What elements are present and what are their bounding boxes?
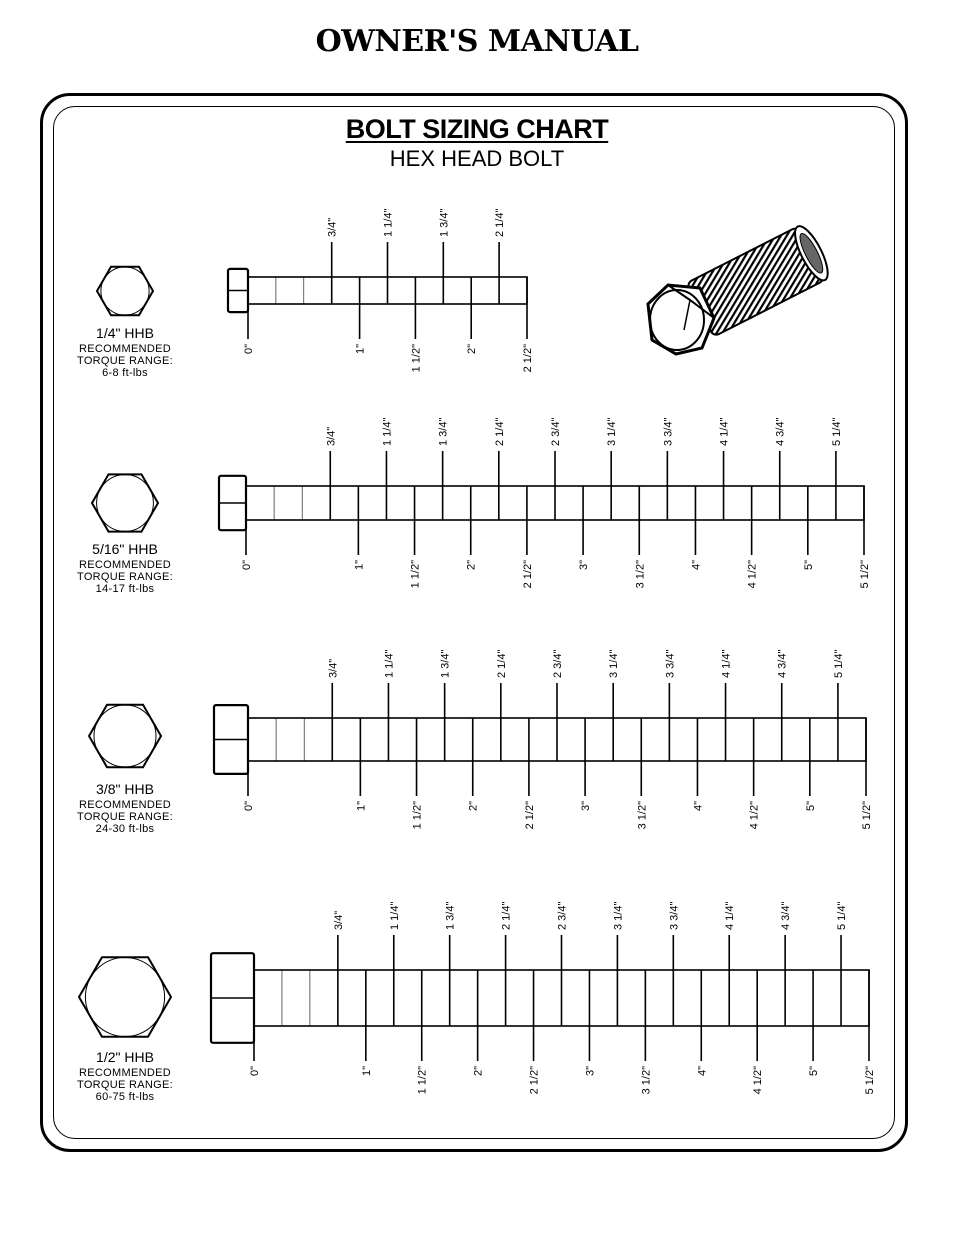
bolt-size-label: 1/4" HHB — [96, 325, 154, 341]
top-mark-label: 4 3/4" — [774, 417, 787, 446]
hex-head-chamfer-circle — [85, 957, 164, 1036]
bolt-size-label: 1/2" HHB — [96, 1049, 154, 1065]
bottom-mark-label: 5 1/2" — [859, 560, 871, 589]
bottom-mark-label: 1" — [353, 560, 366, 571]
bottom-mark-label: 4" — [696, 1066, 709, 1077]
bottom-mark-label: 5" — [804, 801, 817, 812]
hex-head-end-view — [97, 267, 153, 315]
chart-subtitle: HEX HEAD BOLT — [389, 146, 565, 171]
top-mark-label: 2 1/4" — [493, 417, 506, 446]
bottom-mark-label: 4 1/2" — [752, 1066, 765, 1095]
bottom-mark-label: 3" — [580, 801, 593, 812]
top-mark-label: 4 1/4" — [720, 649, 733, 678]
top-mark-label: 1 1/4" — [388, 901, 401, 930]
top-mark-label: 4 3/4" — [776, 649, 789, 678]
bottom-mark-label: 3" — [578, 560, 591, 571]
top-mark-label: 1 3/4" — [444, 901, 457, 930]
torque-label-range: TORQUE RANGE: — [77, 571, 173, 583]
hex-head-end-view — [79, 957, 171, 1037]
torque-label-recommended: RECOMMENDED — [79, 799, 171, 811]
hex-head-chamfer-circle — [97, 475, 154, 532]
bottom-mark-label: 1 1/2" — [416, 1066, 429, 1095]
top-mark-label: 3 3/4" — [662, 417, 675, 446]
bottom-mark-label: 2 1/2" — [523, 801, 536, 830]
top-mark-label: 4 1/4" — [724, 901, 737, 930]
hex-head-chamfer-circle — [101, 267, 149, 315]
bottom-mark-label: 0" — [249, 1066, 261, 1077]
bottom-mark-label: 1" — [355, 801, 368, 812]
top-mark-label: 2 3/4" — [556, 901, 569, 930]
top-mark-label: 5 1/4" — [832, 649, 845, 678]
top-mark-label: 2 1/4" — [494, 208, 507, 237]
torque-value: 24-30 ft-lbs — [95, 823, 155, 835]
top-mark-label: 5 1/4" — [836, 901, 849, 930]
top-mark-label: 1 1/4" — [383, 649, 396, 678]
chart-title: BOLT SIZING CHART — [345, 114, 609, 144]
bottom-mark-label: 1" — [360, 1066, 373, 1077]
top-mark-label: 3/4" — [332, 910, 345, 930]
top-mark-label: 3 1/4" — [612, 901, 625, 930]
bottom-mark-label: 0" — [243, 344, 255, 355]
bolt-size-label: 3/8" HHB — [96, 781, 154, 797]
bottom-mark-label: 3 1/2" — [634, 560, 647, 589]
torque-value: 14-17 ft-lbs — [95, 583, 155, 595]
bottom-mark-label: 3 1/2" — [636, 801, 649, 830]
bottom-mark-label: 2" — [465, 560, 478, 571]
top-mark-label: 2 3/4" — [550, 417, 562, 446]
bottom-mark-label: 4 1/2" — [746, 560, 759, 589]
top-mark-label: 3/4" — [325, 426, 338, 446]
top-mark-label: 1 3/4" — [439, 649, 452, 678]
torque-value: 6-8 ft-lbs — [102, 367, 148, 379]
torque-label-recommended: RECOMMENDED — [79, 343, 171, 355]
bottom-mark-label: 1 1/2" — [411, 801, 424, 830]
page-title: OWNER'S MANUAL — [315, 24, 639, 59]
top-mark-label: 1 1/4" — [381, 417, 394, 446]
hex-head-chamfer-circle — [94, 705, 156, 767]
bottom-mark-label: 5 1/2" — [861, 801, 873, 830]
torque-label-range: TORQUE RANGE: — [77, 811, 173, 823]
bottom-mark-label: 3" — [584, 1066, 597, 1077]
bolt-row-3 — [79, 902, 876, 1095]
bottom-mark-label: 2 1/2" — [522, 344, 534, 373]
top-mark-label: 4 1/4" — [718, 417, 731, 446]
top-mark-label: 2 3/4" — [552, 649, 564, 678]
top-mark-label: 3/4" — [327, 658, 340, 678]
torque-label-recommended: RECOMMENDED — [79, 1067, 171, 1079]
bottom-mark-label: 2" — [466, 344, 479, 355]
bottom-mark-label: 4" — [690, 560, 703, 571]
top-mark-label: 5 1/4" — [830, 417, 843, 446]
top-mark-label: 3 1/4" — [606, 417, 619, 446]
bottom-mark-label: 2" — [472, 1066, 485, 1077]
bolt-size-label: 5/16" HHB — [92, 541, 158, 557]
top-mark-label: 2 1/4" — [500, 901, 513, 930]
top-mark-label: 3/4" — [326, 217, 339, 237]
top-mark-label: 1 1/4" — [382, 208, 395, 237]
bottom-mark-label: 5" — [808, 1066, 821, 1077]
torque-label-range: TORQUE RANGE: — [77, 1079, 173, 1091]
top-mark-label: 4 3/4" — [780, 901, 793, 930]
bottom-mark-label: 2 1/2" — [521, 560, 534, 589]
bottom-mark-label: 1" — [354, 344, 367, 355]
bottom-mark-label: 0" — [241, 560, 253, 571]
bottom-mark-label: 1 1/2" — [410, 344, 423, 373]
top-mark-label: 3 1/4" — [608, 649, 621, 678]
top-mark-label: 1 3/4" — [438, 208, 451, 237]
bottom-mark-label: 5" — [802, 560, 815, 571]
top-mark-label: 3 3/4" — [668, 901, 681, 930]
bottom-mark-label: 4" — [692, 801, 705, 812]
torque-label-recommended: RECOMMENDED — [79, 559, 171, 571]
top-mark-label: 3 3/4" — [664, 649, 677, 678]
hex-bolt-illustration — [648, 222, 834, 354]
hex-head-end-view — [92, 474, 158, 531]
top-mark-label: 1 3/4" — [437, 417, 450, 446]
top-mark-label: 2 1/4" — [495, 649, 508, 678]
bottom-mark-label: 0" — [243, 801, 255, 812]
bottom-mark-label: 5 1/2" — [864, 1066, 876, 1095]
torque-value: 60-75 ft-lbs — [95, 1091, 155, 1103]
bottom-mark-label: 3 1/2" — [640, 1066, 653, 1095]
bottom-mark-label: 2" — [467, 801, 480, 812]
torque-label-range: TORQUE RANGE: — [77, 355, 173, 367]
bottom-mark-label: 4 1/2" — [748, 801, 761, 830]
bottom-mark-label: 1 1/2" — [409, 560, 422, 589]
hex-head-end-view — [89, 705, 161, 767]
bottom-mark-label: 2 1/2" — [528, 1066, 541, 1095]
